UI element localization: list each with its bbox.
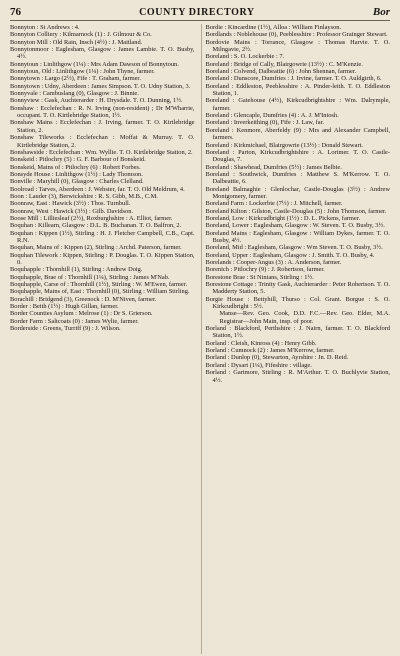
directory-entry: Bonville : Maryhill (0), Glasgow : Charles Clelland. bbox=[10, 178, 144, 186]
directory-entry: Borland : Cumnock (2) : James M'Kerrow, farmer. bbox=[205, 347, 335, 355]
directory-entry: Boreland, Low : Kirkcudbright (1½) : D. L. Pickens, farmer. bbox=[205, 214, 361, 222]
directory-entry: Bonnytown : Largo (2½), Fife : T. Graham, farmer. bbox=[10, 75, 141, 83]
directory-entry: Boquhapple, Mains of, East : Thornhill (0), Stirling : William Stirling. bbox=[10, 288, 190, 296]
directory-entry: Boreland : Gatehouse (4½), Kirkcudbrightshire : Wm. Dalrymple, farmer. bbox=[205, 97, 390, 112]
page-header bbox=[10, 6, 390, 21]
directory-entry: Boreland : S. O. Lockerbie : 7. bbox=[205, 53, 285, 61]
directory-entry: Bonnyton Colliery : Kilmarnock (1) : J. Gilmour & Co. bbox=[10, 31, 152, 39]
directory-entry: Bonnyvale : Cambuslang (0), Glasgow : J. Binnie. bbox=[10, 90, 139, 98]
directory-entry: Boreland Balmaghie : Glenlochar, Castle-Douglas (3½) : Andrew Montgomery, farmer. bbox=[205, 185, 390, 200]
directory-entry: Boquhapple : Thornhill (1), Stirling : Andrew Doig. bbox=[10, 266, 143, 274]
directory-entry: Bonnytown : Udny, Aberdeen : James Simpson. T. O. Udny Station, 3. bbox=[10, 82, 191, 90]
directory-entry: Boreland : Kenmore, Aberfeldy (9) : Mrs and Alexander Campbell, farmers. bbox=[205, 126, 390, 142]
directory-entry: Borland : Dunlop (0), Stewarton, Ayrshire : Jn. D. Reid. bbox=[205, 354, 349, 362]
directory-entry: Boreland : Southwick, Dumfries : Matthew S. M'Kerrow. T. O. Dalbeattie, 6. bbox=[205, 170, 390, 186]
directory-entry: Borestone Brae : St Ninians, Stirling : 1½. bbox=[205, 273, 314, 281]
directory-entry: Manse—Rev. Geo. Cook, D.D. F.C.—Rev. Geo. Elder, M.A. Registrar—John Main, insp. of poor. bbox=[219, 310, 390, 325]
directory-entry: Border Farm : Saltcoats (0) : James Wylie, farmer. bbox=[10, 317, 139, 325]
directory-entry: Boreland, Mid : Eaglesham, Glasgow : Wm Steven. T. O. Busby, 3½. bbox=[205, 244, 383, 252]
directory-entry: Boquhan, Mains of : Kippen (2), Stirling : Archd. Paterson, farmer. bbox=[10, 244, 182, 252]
directory-entry: Bonnyton Mill : Old Rain, Insch (4½) : J. Maitland. bbox=[10, 38, 143, 46]
directory-entry: Boquhapple, Brae of : Thornhill (1¼), Stirling : James M'Nab. bbox=[10, 273, 170, 281]
directory-entry: Borland : Gartmore, Stirling : R. M'Arthur. T. O. Buchlyvie Station, 4½. bbox=[205, 369, 390, 384]
directory-entry: Boonraw, East : Hawick (3½) : Thos. Turnbull. bbox=[10, 200, 131, 208]
directory-entry: Bonnytoun : Linlithgow (1¼) : Mrs Adam Dawson of Bonnytoun. bbox=[10, 60, 179, 68]
directory-entry: Boreland Farm : Lockerbie (7½) : J. Mitchell, farmer. bbox=[205, 200, 343, 208]
directory-entry: Boreland : Inverkeithing (0), Fife : J. Law, far. bbox=[205, 119, 324, 127]
directory-entry: Boon : Lauder (3), Berwickshire : R. S. Gibb, M.B., C.M. bbox=[10, 192, 158, 200]
directory-entry: Bonskeid : Pitlochry (5) : G. F. Barbour of Bonskeid. bbox=[10, 156, 146, 164]
directory-entry: Borland : Cleish, Kinross (4) : Henry Gibb. bbox=[205, 339, 317, 347]
directory-entry: Borland : Dysart (1¼), Fifeshire : village. bbox=[205, 361, 312, 369]
directory-entry: Boquhan : Killearn, Glasgow : D.L. B. Buchanan. T. O. Balfron, 2. bbox=[10, 222, 182, 230]
directory-entry: Bonnyton : St Andrews : 4. bbox=[10, 24, 80, 31]
directory-entry: Boreland : Colvend, Dalbeattie (6) : John Shennan, farmer. bbox=[205, 68, 357, 76]
directory-entry: Boquhan Tilework : Kippen, Stirling : P. Douglas. T. O. Kippen Station, 0. bbox=[10, 251, 195, 266]
directory-entry: Borgie House : Bettyhill, Thurso : Col. Grant. Borgue : S. O. Kirkcudbright : 5½. bbox=[205, 295, 390, 311]
directory-entry: Bonnytonmoor : Eaglesham, Glasgow : James Lambie. T. O. Busby, 4½. bbox=[10, 46, 195, 61]
directory-entry: Bonnyview : Gask, Auchterarder : H. Drysdale. T. O. Dunning, 1½. bbox=[10, 97, 183, 105]
left-column bbox=[10, 24, 195, 654]
right-column bbox=[201, 24, 391, 654]
directory-entry: Boreland : Bridge of Cally, Blairgowrie (13½) : C. M'Kenzie. bbox=[205, 60, 363, 68]
directory-entry: Bonshaw : Ecclefechan : R. N. Irving (non-resident) ; Dr M'Wharrie, occupant. T. O. Kirtlebridge Station, 1½. bbox=[10, 104, 195, 120]
directory-entry: Bonskeid, Mains of : Pitlochry (6) : Robert Forbes. bbox=[10, 163, 141, 171]
directory-entry: Boquhapple, Carse of : Thornhill (1½), Stirling : W. M'Ewen, farmer. bbox=[10, 281, 188, 289]
directory-entry: Boreland, Lower : Eaglesham, Glasgow : W. Steven. T. O. Busby, 3½. bbox=[205, 222, 385, 230]
directory-entry: Borachill : Bridgend (3), Greenock : D. M'Niven, farmer. bbox=[10, 295, 157, 303]
page-number: 76 bbox=[10, 6, 21, 18]
directory-entry: Bonshawside : Ecclefechan : Wm. Wyllie. T. O. Kirtlebridge Station, 2. bbox=[10, 148, 193, 156]
directory-entry: Boreland : Shawhead, Dumfries (5½) : James Belbie. bbox=[205, 163, 342, 171]
directory-entry: Borenich : Pitlochry (9) : J. Robertson, farmer. bbox=[205, 266, 325, 274]
directory-entry: Bonsyde House : Linlithgow (1½) : Lady Thomson. bbox=[10, 170, 143, 178]
directory-entry: Boreland Kilton : Gilston, Castle-Douglas (5) : John Thomson, farmer. bbox=[205, 207, 387, 215]
directory-entry: Borelands : Cooper-Angus (3) : A. Anderson, farmer. bbox=[205, 259, 342, 266]
directory-entry: Borland : Blackford, Perthshire : J. Nairn, farmer. T. O. Blackford Station, 1½. bbox=[205, 325, 390, 340]
directory-entry: Borestone Cottage : Trinity Gask, Auchterarder : Peter Robertson. T. O. Madderty Station, 5. bbox=[205, 281, 390, 296]
directory-entry: Boreland : Glencaple, Dumfries (4) : A. J. M'Intosh. bbox=[205, 112, 339, 120]
directory-entry: Borderside : Greens, Turriff (9) : J. Wilson. bbox=[10, 325, 121, 333]
directory-entry: Boquhan : Kippen (1½), Stirling : H. J. Fletcher Campbell, C.B., Capt. R.N. bbox=[10, 229, 195, 244]
directory-entry: Bonshaw Tileworks : Ecclefechan : Moffat & Murray. T. O. Kirtlebridge Station, 2. bbox=[10, 134, 195, 149]
directory-entry: Boreland, Upper : Eaglesham, Glasgow : J. Smith. T. O. Busby, 4. bbox=[205, 251, 375, 259]
directory-entry: Bordie : Kincardine (1½), Alloa : William Finlayson. bbox=[205, 24, 342, 31]
directory-entry: Boose Mill : Lilliesleaf (2½), Roxburghshire : A. Elliot, farmer. bbox=[10, 214, 173, 222]
directory-entry: Bordlands : Noblehouse (0), Peeblesshire : Professor Grainger Stewart. bbox=[205, 31, 388, 39]
directory-columns bbox=[10, 24, 390, 654]
page-title: COUNTY DIRECTORY bbox=[139, 7, 255, 18]
directory-entry: Border Counties Asylum : Melrose (1) : Dr S. Grierson. bbox=[10, 310, 153, 318]
directory-entry: Boreland : Eddleston, Peeblesshire : A. Pinder-leith. T. O. Eddleston Station, 1. bbox=[205, 82, 390, 98]
running-keyword: Bor bbox=[372, 6, 390, 18]
directory-entry: Boonraw, West : Hawick (3½) : Gilb. Davidson. bbox=[10, 207, 134, 215]
directory-entry: Bordovie Mains : Torrance, Glasgow : Thomas Harvie. T. O. Milngavie, 2½. bbox=[205, 38, 390, 54]
directory-entry: Bonshaw Mains : Ecclefechan : J. Irving, farmer. T. O. Kirtlebridge Station, 2. bbox=[10, 119, 195, 134]
directory-entry: Boolroad : Tarves, Aberdeen : J. Webster, far. T. O. Old Meldrum, 4. bbox=[10, 185, 185, 193]
directory-entry: Bonnytoun, Old : Linlithgow (1¼) : John Thyne, farmer. bbox=[10, 68, 155, 76]
directory-entry: Boreland : Parton, Kirkcudbrightshire : A. Lorimer. T. O. Castle-Douglas, 7. bbox=[205, 148, 390, 164]
directory-entry: Boreland Mains : Eaglesham, Glasgow : William Dykes, farmer. T. O. Busby, 4½. bbox=[205, 229, 390, 244]
directory-entry: Boreland : Kirkmichael, Blairgowrie (13½) : Donald Stewart. bbox=[205, 141, 363, 149]
directory-entry: Boreland : Dunscore, Dumfries : J. Irvine, farmer. T. O. Auldgirth, 6. bbox=[205, 75, 382, 83]
directory-entry: Border : Beith (1½) : Hugh Gillan, farmer. bbox=[10, 303, 119, 311]
